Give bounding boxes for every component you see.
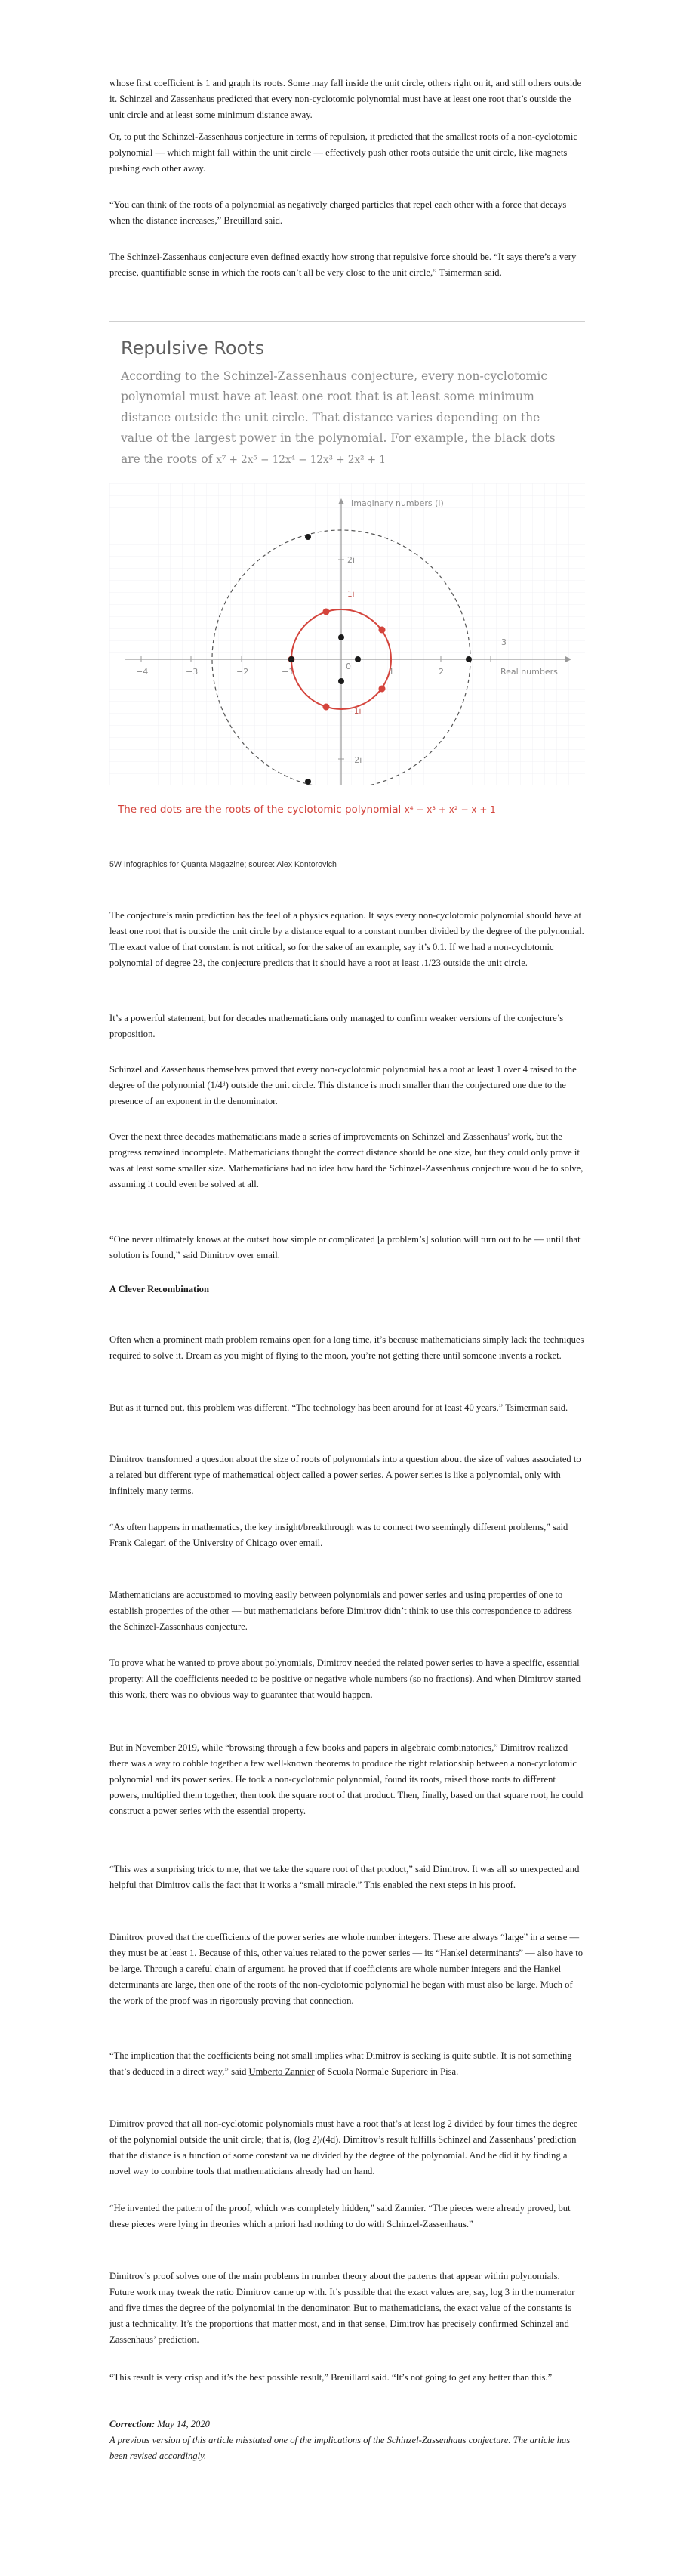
paragraph-7 (109, 1400, 585, 1416)
paragraph-3 (109, 1062, 585, 1109)
red-root (323, 704, 330, 711)
paragraph-2 (109, 1010, 585, 1042)
paragraph-13 (109, 1862, 585, 1893)
paragraph (109, 1519, 585, 1551)
paragraph: Mathematicians are accustomed to moving easily between polynomials and power series and using properties of one to establish properties of the other — but mathematicians before Dimitrov didn’t think to use this correspondence to address the Schinzel-Zassenhaus conjecture. (109, 1590, 572, 1632)
paragraph: Schinzel and Zassenhaus themselves proved that every non-cyclotomic polynomial has a root at least 1 over 4 raised to the degree of the polynomial (1/4ᵈ) outside the unit circle. This distance is much smaller than the conjectured one due to the presence of an exponent in the denominator. (109, 1064, 577, 1106)
plot-grid (109, 483, 585, 785)
red-dots-caption (118, 804, 496, 816)
paragraph: Dimitrov transformed a question about the size of roots of polynomials into a question about the size of values associated to a related but different type of mathematical object called a power series. A power series is like a polynomial, only with infinitely many terms. (109, 1454, 581, 1496)
paragraph: Dimitrov’s proof solves one of the main problems in number theory about the patterns that appear within polynomials. Future work may tweak the ratio Dimitrov came up with. It’s possible that the exact values are, say, log 3 in the numerator and five times the degree of the polynomial in the denominator. But to mathematicians, the exact value of the constants is just a technicality. It’s the proportions that matter most, and in that sense, Dimitrov has precisely confirmed Schinzel and Zassenhaus’ prediction. (109, 2271, 575, 2345)
paragraph: “This was a surprising trick to me, that we take the square root of that product,” said Dimitrov. It was all so unexpected and helpful that Dimitrov calls the fact that it works a “small miracle.” This enabled the next steps in his proof. (109, 1864, 580, 1890)
x-tick-label: 1 (389, 667, 394, 677)
section-heading (109, 1284, 585, 1295)
black-root (355, 656, 361, 662)
x-tick-label: 2 (439, 667, 444, 677)
umberto-zannier-link[interactable]: Umberto Zannier (248, 2066, 315, 2077)
black-root (338, 634, 344, 640)
paragraph-14 (109, 1930, 585, 2009)
correction-block (109, 2417, 585, 2464)
text: “As often happens in mathematics, the key insight/breakthrough was to connect two seemingly different problems,” said (109, 1522, 568, 1532)
red-caption-text: The red dots are the roots of the cyclotomic polynomial (118, 804, 402, 816)
black-root (288, 656, 294, 662)
figure-credit: 5W Infographics for Quanta Magazine; source: Alex Kontorovich (109, 860, 337, 869)
text: of the University of Chicago over email. (166, 1538, 323, 1548)
frank-calegari-link[interactable]: Frank Calegari (109, 1538, 167, 1548)
paragraph-16 (109, 2116, 585, 2180)
x-tick-label: −1 (282, 667, 294, 677)
correction-text: A previous version of this article misstated one of the implications of the Schinzel-Zassenhaus conjecture. The article has been revised accordingly. (109, 2435, 571, 2461)
paragraph-18 (109, 2269, 585, 2348)
paragraph: But in November 2019, while “browsing through a few books and papers in algebraic combinatorics,” Dimitrov realized there was a way to cobble together a few well-known theorems to produce the right relationship between a non-cyclotomic polynomial and its power series. He took a non-cyclotomic polynomial, found its roots, raised those roots to different powers, multiplied them together, then took the square root of that product. Then, finally, based on that square root, he could construct a power series with the essential property. (109, 1742, 584, 1816)
intro-quote (109, 197, 585, 229)
paragraph: “One never ultimately knows at the outset how simple or complicated [a problem’s] solution will turn out to be — until that solution is found,” said Dimitrov over email. (109, 1234, 581, 1260)
paragraph-8 (109, 1452, 585, 1499)
x-tick-label: −3 (186, 667, 199, 677)
paragraph: “You can think of the roots of a polynomial as negatively charged particles that repel each other with a force that decays when the distance increases,” Breuillard said. (109, 199, 567, 226)
subheading: A Clever Recombination (109, 1284, 209, 1294)
paragraph: Dimitrov proved that the coefficients of the power series are whole number integers. These are always “large” in a sense — they must be at least 1. Because of this, other values related to the power series — its “Hankel determinants” — also have to be large. Through a careful chain of argument, he proved that if coefficients are whole number integers and the Hankel determinants are large, then one of the roots of the non-cyclotomic polynomial he began with must also be large. Much of the work of the proof was in rigorously proving that connection. (109, 1932, 584, 2006)
paragraph: “This result is very crisp and it’s the best possible result,” Breuillard said. “It’s not going to get any better than this.” (109, 2372, 553, 2383)
paragraph-5 (109, 1232, 585, 1263)
figure-title: Repulsive Roots (121, 338, 265, 359)
intro-paragraph-2 (109, 129, 585, 177)
black-root (305, 534, 311, 540)
imaginary-axis-label: Imaginary numbers (i) (351, 498, 444, 508)
paragraph-1 (109, 908, 585, 971)
paragraph: To prove what he wanted to prove about polynomials, Dimitrov needed the related power series to have a specific, essential property: All the coefficients needed to be positive or negative whole numbers (so no fractions). And when Dimitrov started this work, there was no obvious way to guarantee that would happen. (109, 1658, 581, 1700)
paragraph-10 (109, 1587, 585, 1635)
black-root (305, 779, 311, 785)
correction-label: Correction: (109, 2419, 156, 2429)
x-tick-label: −2 (236, 667, 249, 677)
paragraph (109, 2048, 585, 2080)
paragraph: “He invented the pattern of the proof, which was completely hidden,” said Zannier. “The pieces were already proved, but these pieces were lying in theories which a priori had nothing to do with Schinzel-Zassenhaus.” (109, 2203, 571, 2229)
red-root (323, 609, 330, 615)
paragraph-6 (109, 1332, 585, 1364)
y-tick-label: −2i (347, 755, 362, 765)
y-tick-label: −1i (347, 707, 362, 716)
y-tick-label: 2i (347, 555, 356, 565)
x-tick-label: 3 (501, 637, 507, 647)
black-root (338, 678, 344, 684)
x-tick-label: −4 (136, 667, 149, 677)
paragraph: whose first coefficient is 1 and graph its roots. Some may fall inside the unit circle, others right on it, and still others outside it. Schinzel and Zassenhaus predicted that every non-cyclotomic polynomial must have at least one root that’s outside the unit circle and at least some minimum distance away. (109, 78, 582, 120)
red-root (379, 627, 386, 634)
paragraph: Over the next three decades mathematicians made a series of improvements on Schinzel and Zassenhaus’ work, but the progress remained incomplete. Mathematicians thought the correct distance should be one size, but they could only prove it was at least some smaller size. Mathematicians had no idea how hard the Schinzel-Zassenhaus conjecture would be to solve, assuming it could even be solved at all. (109, 1131, 584, 1189)
paragraph: It’s a powerful statement, but for decades mathematicians only managed to confirm weaker versions of the conjecture’s proposition. (109, 1013, 564, 1039)
paragraph: But as it turned out, this problem was different. “The technology has been around for at least 40 years,” Tsimerman said. (109, 1402, 568, 1413)
y-tick-label: 1i (347, 590, 355, 599)
red-root (379, 686, 386, 693)
paragraph: The conjecture’s main prediction has the feel of a physics equation. It says every non-cyclotomic polynomial should have at least one root that is outside the unit circle by a distance equal to a constant number divided by the degree of the polynomial. The exact value of that constant is not critical, so for the sake of an example, say it’s 0.1. If we had a non-cyclotomic polynomial of degree 23, the conjecture predicts that it should have a root at least .1/23 outside the unit circle. (109, 910, 584, 968)
intro-paragraph-1 (109, 76, 585, 123)
figure-caption-text: According to the Schinzel-Zassenhaus conjecture, every non-cyclotomic polynomial must have at least one root that is at least some minimum distance outside the unit circle. That distance varies depending on the value of the largest power in the polynomial. For example, the black dots are the roots of (121, 369, 556, 466)
roots-plot (109, 483, 585, 785)
paragraph-12 (109, 1740, 585, 1819)
paragraph-19 (109, 2370, 585, 2386)
text: of Scuola Normale Superiore in Pisa. (314, 2066, 459, 2077)
paragraph: Or, to put the Schinzel-Zassenhaus conjecture in terms of repulsion, it predicted that the smallest roots of a non-cyclotomic polynomial — which might fall within the unit circle — effectively push other roots outside the unit circle, like magnets pushing each other away. (109, 131, 577, 174)
red-polynomial: x⁴ − x³ + x² − x + 1 (404, 804, 496, 815)
text: “The implication that the coefficients being not small implies what Dimitrov is seeking is quite subtle. It is not something that’s deduced in a direct way,” said (109, 2050, 572, 2077)
real-axis-label: Real numbers (500, 667, 558, 677)
paragraph: The Schinzel-Zassenhaus conjecture even defined exactly how strong that repulsive force should be. “It says there’s a very precise, quantifiable sense in which the roots can’t all be very close to the unit circle,” Tsimerman said. (109, 251, 577, 278)
intro-paragraph-3 (109, 249, 585, 281)
black-root (466, 656, 472, 662)
paragraph-4 (109, 1129, 585, 1192)
paragraph-17 (109, 2201, 585, 2232)
paragraph: Dimitrov proved that all non-cyclotomic polynomials must have a root that’s at least log 2 divided by four times the degree of the polynomial outside the unit circle; that is, (log 2)/(4d). Dimitrov’s result fulfills Schinzel and Zassenhaus’ prediction that the distance is a function of some constant value divided by the degree of the polynomial. And he did it by finding a novel way to combine tools that mathematicians already had on hand. (109, 2118, 578, 2176)
paragraph-15 (109, 2048, 585, 2080)
paragraph-11 (109, 1655, 585, 1703)
figure-top-rule (109, 321, 585, 322)
correction-line (109, 2417, 585, 2433)
y-tick-label: 0 (346, 662, 351, 671)
figure-caption (121, 366, 574, 470)
correction-date: May 14, 2020 (157, 2419, 210, 2429)
black-polynomial: x⁷ + 2x⁵ − 12x⁴ − 12x³ + 2x² + 1 (216, 453, 386, 466)
paragraph-9 (109, 1519, 585, 1551)
paragraph: Often when a prominent math problem remains open for a long time, it’s because mathematicians simply lack the techniques required to solve it. Dream as you might of flying to the moon, you’re not getting there until someone invents a rocket. (109, 1334, 584, 1361)
